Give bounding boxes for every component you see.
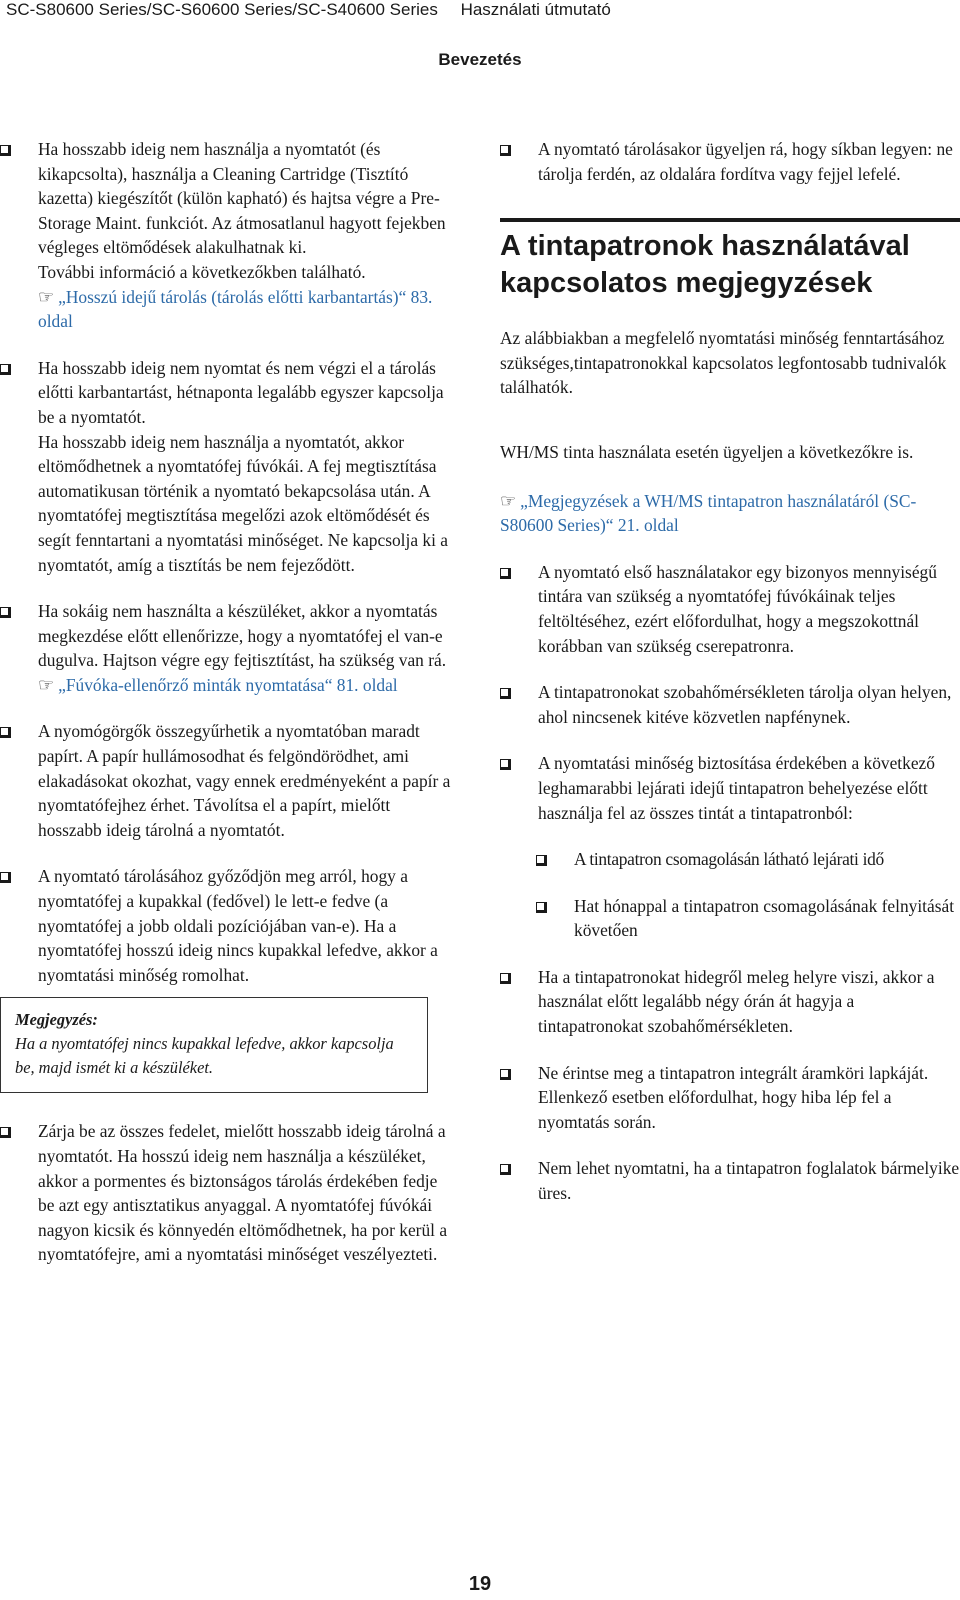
list-item <box>500 560 960 658</box>
checkbox-bullet-icon <box>0 727 11 738</box>
list-item <box>500 751 960 825</box>
item-text: További információ a következőkben található. <box>38 261 366 282</box>
item-text: Ha hosszabb ideig nem nyomtat és nem végzi el a tárolás előtti karbantartást, hétnaponta legalább egyszer kapcsolja be a nyomtatót. <box>38 357 444 427</box>
checkbox-bullet-icon <box>536 855 547 866</box>
item-text: A nyomtatási minőség biztosítása érdekében a következő leghamarabbi lejárati idejű tintapatron behelyezése előtt használja fel az összes tintát a tintapatronból: <box>538 753 935 823</box>
item-text: Ha sokáig nem használta a készüléket, akkor a nyomtatás megkezdése előtt ellenőrizze, hogy a nyomtatófej el van-e dugulva. Hajtson végre egy fejtisztítást, ha szükség van rá. <box>38 601 447 671</box>
cross-reference[interactable] <box>38 673 452 698</box>
cross-reference[interactable] <box>38 285 452 334</box>
left-column <box>0 137 452 1267</box>
reference-link[interactable]: „Hosszú idejű tárolás (tárolás előtti karbantartás)“ 83. oldal <box>38 286 433 332</box>
item-text: A nyomtató tárolásakor ügyeljen rá, hogy síkban legyen: ne tárolja ferdén, az oldalára fordítva vagy fejjel lefelé. <box>538 139 953 184</box>
item-text: A tintapatron csomagolásán látható lejárati idő <box>574 849 884 870</box>
subsection-heading: A tintapatronok használatával kapcsolatos megjegyzések <box>500 230 910 300</box>
checkbox-bullet-icon <box>500 1069 511 1080</box>
section-title: Bevezetés <box>438 50 522 69</box>
pointing-hand-icon: ☞ <box>500 490 517 511</box>
item-text: A nyomtató tárolásához győződjön meg arról, hogy a nyomtatófej a kupakkal (fedővel) le lett-e fedve (a nyomtatófej a jobb oldali pozíciójában van-e). Ha a nyomtatófej hosszú ideig nincs kupakkal lefedve, akkor a nyomtatási minőség romolhat. <box>38 866 438 985</box>
list-item <box>0 719 452 842</box>
item-text: A nyomógörgők összegyűrhetik a nyomtatóban maradt papírt. A papír hullámosodhat és felgöndörödhet, ami elakadásokat okozhat, vagy ennek eredményeként a papír a nyomtatófejhez érhet. Távolítsa el a papírt, mielőtt hosszabb ideig tárolná a nyomtatót. <box>38 721 451 840</box>
list-item <box>500 680 960 729</box>
item-text: Hat hónappal a tintapatron csomagolásának felnyitását követően <box>574 895 955 941</box>
guide-title: Használati útmutató <box>460 0 611 19</box>
checkbox-bullet-icon <box>500 759 511 770</box>
reference-link[interactable]: „Megjegyzések a WH/MS tintapatron használatáról (SC-S80600 Series)“ 21. oldal <box>500 490 917 536</box>
list-item <box>500 137 960 186</box>
checkbox-bullet-icon <box>500 1164 511 1175</box>
note-box <box>0 997 428 1093</box>
item-text: Ha hosszabb ideig nem használja a nyomtatót (és kikapcsolta), használja a Cleaning Cartridge (Tisztító kazetta) kiegészítőt (külön kapható) és hajtsa végre a Pre-Storage Maint. funkciót. Az átmosatlanul hagyott fejekben végleges eltömődések alakulhatnak ki. <box>38 139 446 258</box>
right-column <box>500 137 960 1206</box>
checkbox-bullet-icon <box>500 973 511 984</box>
list-item <box>500 1156 960 1205</box>
list-item <box>0 864 452 987</box>
list-item <box>500 965 960 1039</box>
item-text: Zárja be az összes fedelet, mielőtt hosszabb ideig tárolná a nyomtatót. Ha hosszú ideig nem használja a készüléket, akkor a pormentes és biztonságos tárolás érdekében fedje be azt egy antisztatikus anyaggal. A nyomtatófej fúvókái nagyon kicsik és könnyedén eltömődhetnek, ha por kerül a nyomtatófejre, ami a nyomtatási minőséget veszélyezteti. <box>38 1121 448 1265</box>
checkbox-bullet-icon <box>0 607 11 618</box>
intro-paragraph: Az alábbiakban a megfelelő nyomtatási minőség fenntartásához szükséges,tintapatronokkal kapcsolatos legfontosabb tudnivalók találhatók. <box>500 328 947 398</box>
checkbox-bullet-icon <box>500 688 511 699</box>
item-text: A nyomtató első használatakor egy bizonyos mennyiségű tintára van szükség a nyomtatófej fúvókáinak teljes feltöltéséhez, ezért előfordulhat, hogy a megszokottnál korábban van szükség cserepatronra. <box>538 561 937 656</box>
list-item <box>500 1061 960 1135</box>
checkbox-bullet-icon <box>536 902 547 913</box>
reference-link[interactable]: „Fúvóka-ellenőrző minták nyomtatása“ 81. oldal <box>58 674 398 695</box>
item-text: Nem lehet nyomtatni, ha a tintapatron foglalatok bármelyike üres. <box>538 1158 960 1204</box>
checkbox-bullet-icon <box>0 872 11 883</box>
checkbox-bullet-icon <box>500 145 511 156</box>
checkbox-bullet-icon <box>0 1127 11 1138</box>
checkbox-bullet-icon <box>0 145 11 156</box>
item-text: A tintapatronokat szobahőmérsékleten tárolja olyan helyen, ahol nincsenek kitéve közvetlen napfénynek. <box>538 682 952 727</box>
wh-ms-paragraph: WH/MS tinta használata esetén ügyeljen a következőkre is. <box>500 441 914 462</box>
note-title: Megjegyzés: <box>15 1010 98 1030</box>
checkbox-bullet-icon <box>500 568 511 579</box>
cross-reference[interactable] <box>500 489 960 538</box>
series-name: SC-S80600 Series/SC-S60600 Series/SC-S40600 Series <box>6 0 438 19</box>
list-item <box>0 137 452 334</box>
page-number: 19 <box>468 1573 492 1595</box>
list-item <box>0 599 452 697</box>
pointing-hand-icon: ☞ <box>38 674 55 695</box>
pointing-hand-icon: ☞ <box>38 286 55 307</box>
note-text: Ha a nyomtatófej nincs kupakkal lefedve, akkor kapcsolja be, majd ismét ki a készüléket. <box>15 1034 394 1078</box>
item-text: Ha hosszabb ideig nem használja a nyomtatót, akkor eltömődhetnek a nyomtatófej fúvókái. A fej megtisztítása automatikusan történik a nyomtató bekapcsolása után. A nyomtatófej megtisztítása megelőzi azok eltömődését és segít fenntartani a nyomtatási minőséget. Ne kapcsolja ki a nyomtatót, amíg a tisztítás be nem fejeződött. <box>38 431 449 575</box>
heading-rule <box>500 218 960 222</box>
sub-list-item <box>500 847 960 872</box>
item-text: Ne érintse meg a tintapatron integrált áramköri lapkáját. Ellenkező esetben előfordulhat, hogy hiba lép fel a nyomtatás során. <box>538 1062 929 1132</box>
checkbox-bullet-icon <box>0 364 11 375</box>
sub-list-item <box>500 894 960 943</box>
list-item <box>0 1119 452 1267</box>
list-item <box>0 356 452 577</box>
item-text: Ha a tintapatronokat hidegről meleg helyre viszi, akkor a használat előtt legalább négy órán át hagyja a tintapatronokat szobahőmérsékleten. <box>538 966 935 1037</box>
running-header <box>6 0 611 24</box>
